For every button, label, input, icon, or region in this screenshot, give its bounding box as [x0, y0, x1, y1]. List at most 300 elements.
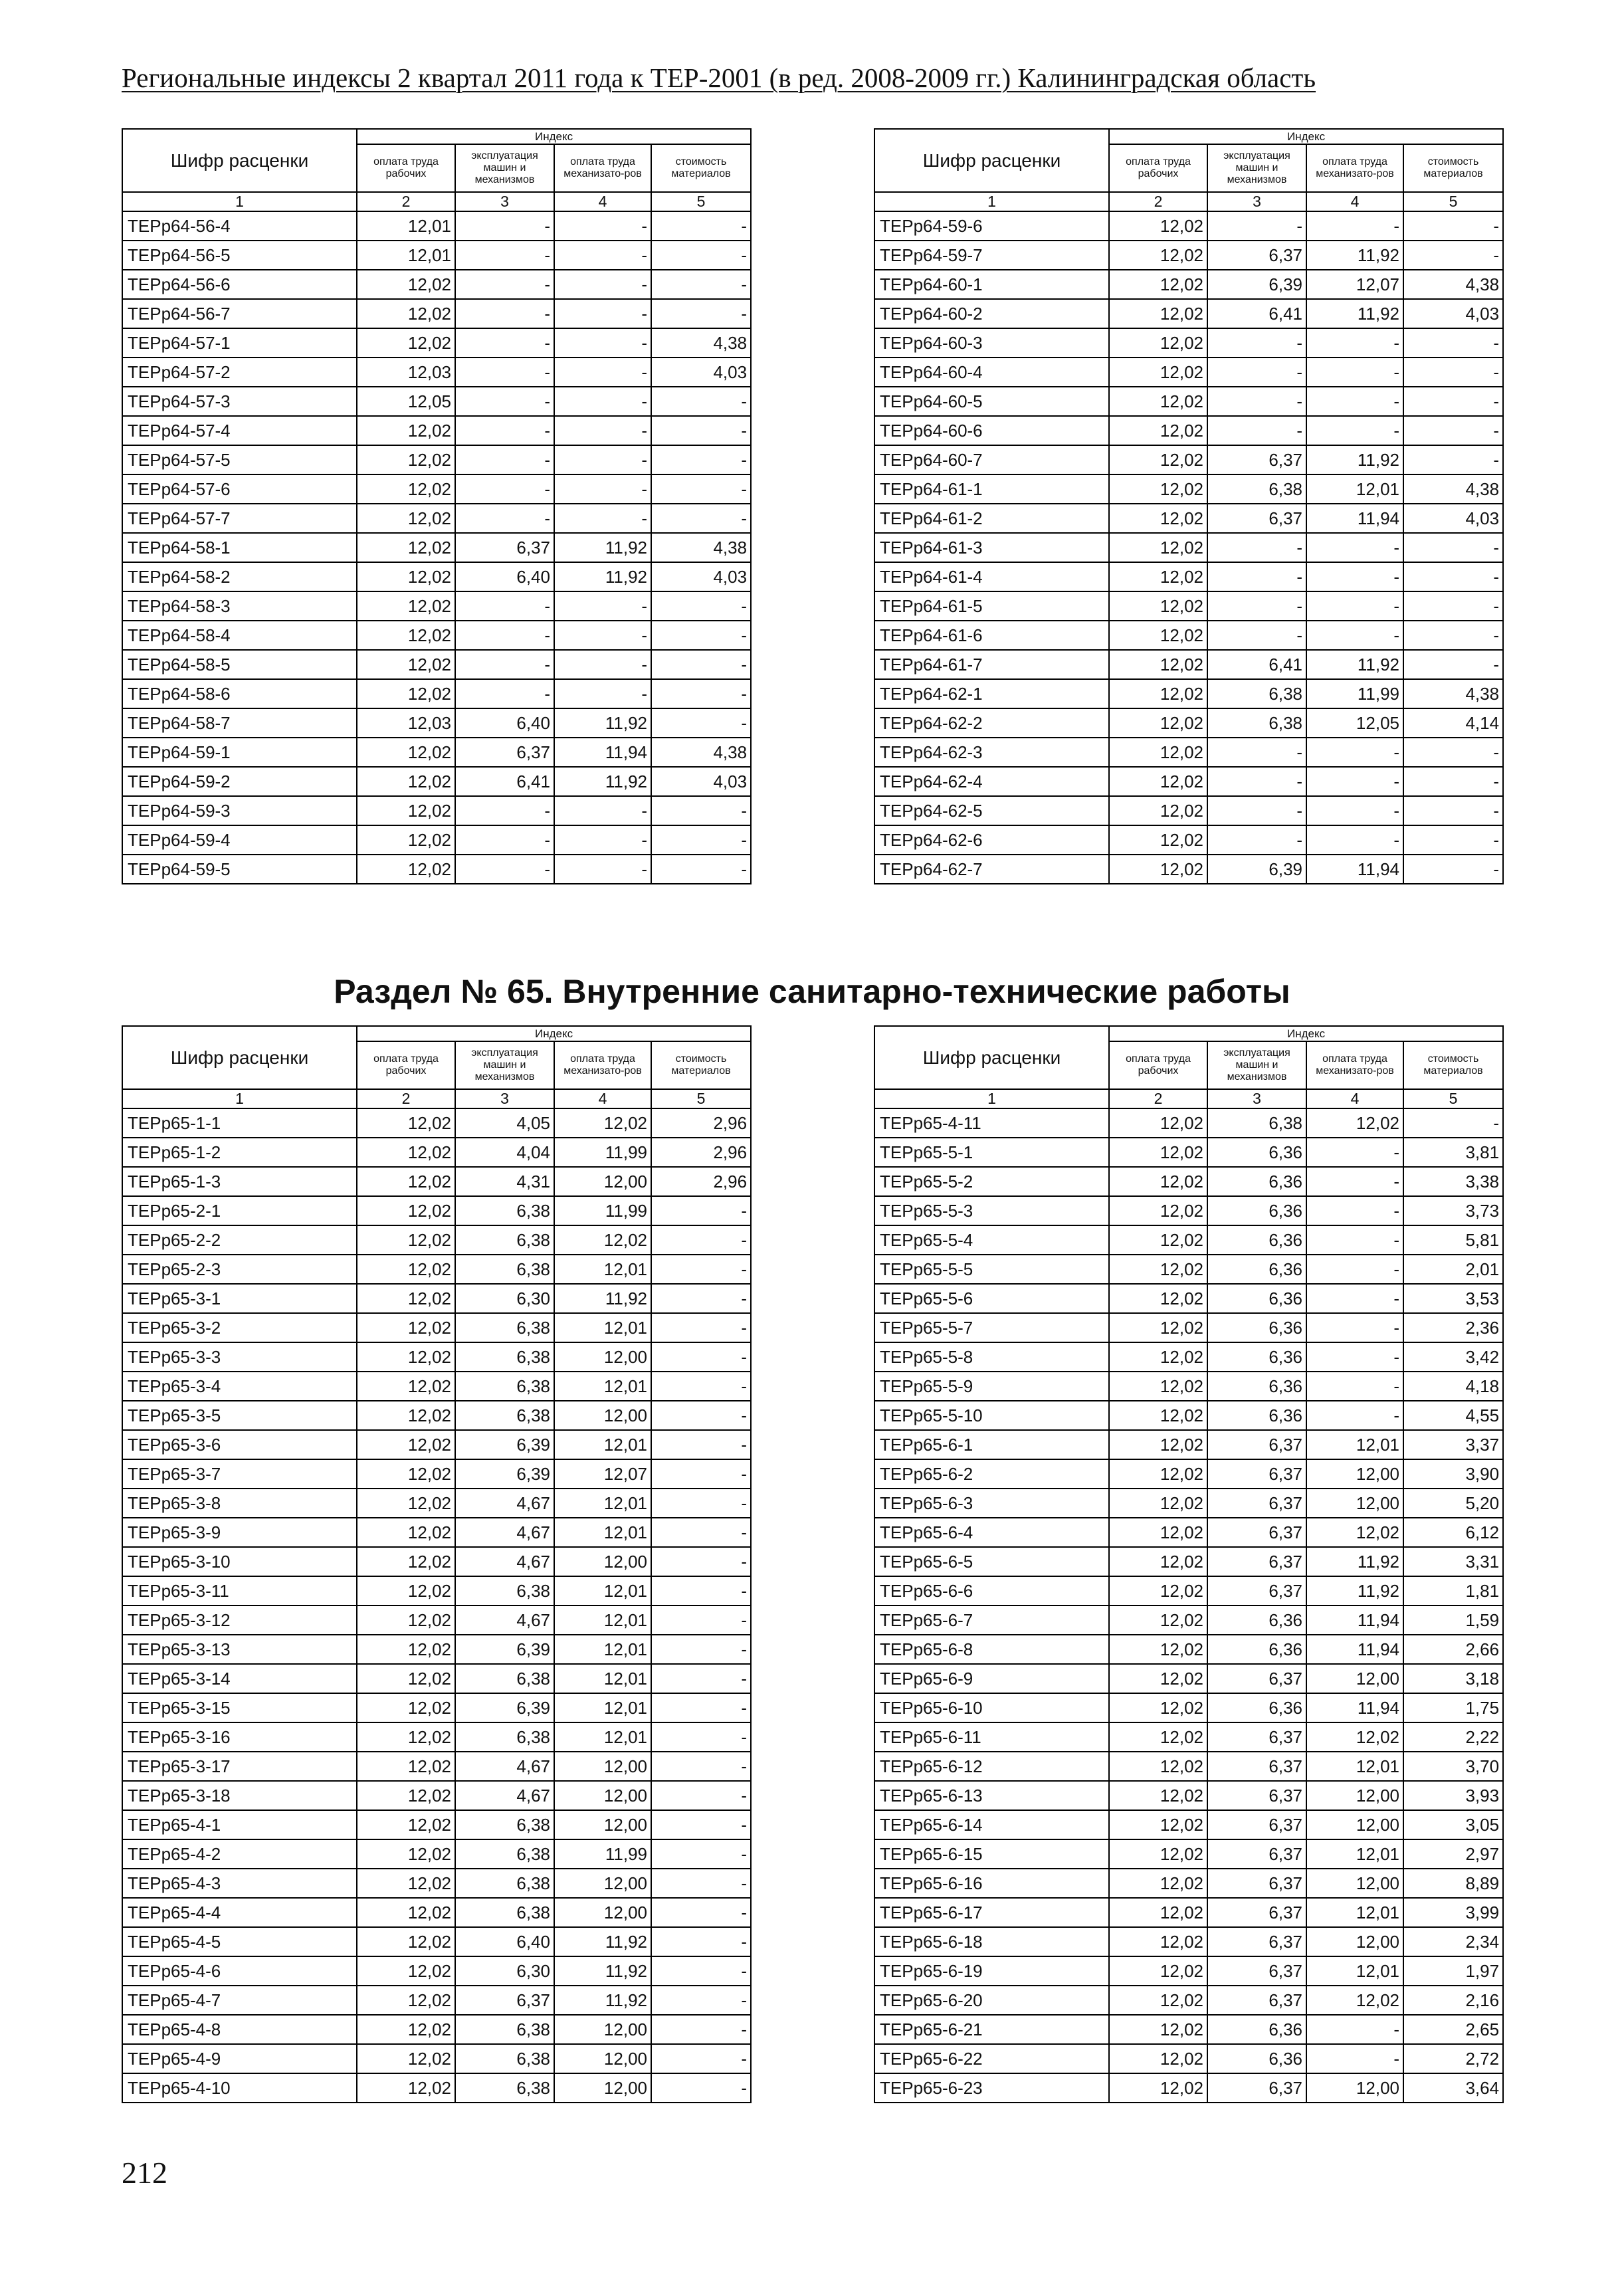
rate-code-cell: ТЕРр65-6-17 — [874, 1898, 1109, 1927]
wages-header: оплата труда рабочих — [1109, 144, 1207, 192]
index-value-cell: 4,31 — [455, 1167, 554, 1196]
rate-code-cell: ТЕРр65-5-2 — [874, 1167, 1109, 1196]
table-row — [874, 2073, 1503, 2103]
rate-code-cell: ТЕРр65-3-3 — [122, 1342, 357, 1372]
wages-header: оплата труда рабочих — [1109, 1041, 1207, 1089]
index-value-cell: - — [554, 241, 651, 270]
index-value-cell: - — [651, 1313, 751, 1342]
code-header: Шифр расценки — [122, 1026, 357, 1089]
index-value-cell: - — [651, 1898, 751, 1927]
index-value-cell: 3,99 — [1403, 1898, 1503, 1927]
index-value-cell: 11,94 — [1306, 1605, 1403, 1635]
index-value-cell: - — [651, 2044, 751, 2073]
index-value-cell: 12,07 — [1306, 270, 1403, 299]
index-value-cell: - — [1207, 591, 1306, 621]
index-value-cell: 6,38 — [1207, 1108, 1306, 1138]
table-row — [122, 1605, 751, 1635]
index-value-cell: - — [651, 650, 751, 679]
rate-code-cell: ТЕРр65-6-20 — [874, 1986, 1109, 2015]
index-value-cell: 6,30 — [455, 1956, 554, 1986]
index-value-cell: 11,92 — [554, 1284, 651, 1313]
column-number: 3 — [455, 192, 554, 211]
rate-code-cell: ТЕРр64-58-5 — [122, 650, 357, 679]
index-value-cell: 12,02 — [357, 445, 455, 474]
index-value-cell: - — [651, 211, 751, 241]
index-value-cell: - — [554, 796, 651, 825]
index-value-cell: 12,02 — [1109, 1810, 1207, 1839]
rate-code-cell: ТЕРр65-3-15 — [122, 1693, 357, 1722]
rate-code-cell: ТЕРр65-3-1 — [122, 1284, 357, 1313]
index-value-cell: 12,02 — [357, 738, 455, 767]
rate-code-cell: ТЕРр65-6-18 — [874, 1927, 1109, 1956]
index-value-cell: 12,02 — [1306, 1518, 1403, 1547]
index-value-cell: - — [1403, 1108, 1503, 1138]
rate-code-cell: ТЕРр65-6-5 — [874, 1547, 1109, 1576]
index-value-cell: 12,02 — [1109, 1605, 1207, 1635]
index-value-cell: 12,02 — [1109, 211, 1207, 241]
index-value-cell: - — [1306, 211, 1403, 241]
index-value-cell: 12,02 — [1109, 1108, 1207, 1138]
index-value-cell: - — [651, 591, 751, 621]
rate-code-cell: ТЕРр65-6-6 — [874, 1576, 1109, 1605]
index-value-cell: - — [1207, 387, 1306, 416]
index-value-cell: - — [651, 387, 751, 416]
index-value-cell: 3,05 — [1403, 1810, 1503, 1839]
table-row — [122, 2015, 751, 2044]
index-value-cell: - — [651, 679, 751, 708]
index-value-cell: 3,42 — [1403, 1342, 1503, 1372]
table-row — [874, 2044, 1503, 2073]
index-value-cell: - — [651, 855, 751, 884]
rate-code-cell: ТЕРр65-5-3 — [874, 1196, 1109, 1225]
rate-code-cell: ТЕРр64-56-5 — [122, 241, 357, 270]
rate-code-cell: ТЕРр64-61-7 — [874, 650, 1109, 679]
column-number: 5 — [651, 192, 751, 211]
index-value-cell: 12,00 — [554, 2044, 651, 2073]
index-value-cell: 4,38 — [1403, 679, 1503, 708]
table-row — [122, 1138, 751, 1167]
index-value-cell: 12,00 — [554, 1869, 651, 1898]
index-value-cell: 12,02 — [1109, 767, 1207, 796]
table-row — [122, 2073, 751, 2103]
rate-code-cell: ТЕРр65-2-3 — [122, 1255, 357, 1284]
table-row — [874, 650, 1503, 679]
index-value-cell: 12,00 — [554, 1898, 651, 1927]
index-value-cell: 11,99 — [554, 1138, 651, 1167]
index-value-cell: 12,01 — [357, 211, 455, 241]
index-value-cell: 12,02 — [1306, 1722, 1403, 1752]
index-value-cell: 11,94 — [1306, 855, 1403, 884]
index-value-cell: 12,02 — [1109, 621, 1207, 650]
rate-code-cell: ТЕРр65-5-6 — [874, 1284, 1109, 1313]
index-value-cell: 6,39 — [455, 1635, 554, 1664]
index-value-cell: 6,41 — [455, 767, 554, 796]
index-value-cell: 12,00 — [1306, 1781, 1403, 1810]
rate-code-cell: ТЕРр64-62-4 — [874, 767, 1109, 796]
index-value-cell: 12,02 — [1109, 1752, 1207, 1781]
index-value-cell: 4,67 — [455, 1605, 554, 1635]
index-value-cell: - — [651, 1986, 751, 2015]
page-number: 212 — [122, 2156, 167, 2190]
index-value-cell: 2,22 — [1403, 1722, 1503, 1752]
column-number-row — [122, 192, 751, 211]
index-value-cell: - — [651, 1722, 751, 1752]
index-value-cell: - — [455, 358, 554, 387]
index-value-cell: 6,39 — [455, 1693, 554, 1722]
index-value-cell: - — [1403, 621, 1503, 650]
table-row — [874, 825, 1503, 855]
index-value-cell: 12,02 — [357, 1956, 455, 1986]
index-value-cell: 4,03 — [1403, 299, 1503, 328]
table-row — [874, 1459, 1503, 1489]
index-value-cell: 12,02 — [1109, 1196, 1207, 1225]
index-value-cell: 6,12 — [1403, 1518, 1503, 1547]
index-value-cell: - — [455, 855, 554, 884]
index-value-cell: 12,02 — [1109, 1138, 1207, 1167]
table-row — [122, 1898, 751, 1927]
table-row — [122, 1313, 751, 1342]
table-row — [122, 445, 751, 474]
index-value-cell: 6,37 — [1207, 1810, 1306, 1839]
index-value-cell: 12,02 — [357, 328, 455, 358]
rate-code-cell: ТЕРр64-57-6 — [122, 474, 357, 504]
index-value-cell: - — [651, 1635, 751, 1664]
index-value-cell: 11,94 — [1306, 1693, 1403, 1722]
index-value-cell: 12,02 — [357, 1196, 455, 1225]
index-value-cell: - — [1306, 825, 1403, 855]
index-value-cell: 12,02 — [1109, 1313, 1207, 1342]
index-value-cell: - — [651, 1547, 751, 1576]
index-value-cell: 12,01 — [1306, 1956, 1403, 1986]
index-value-cell: 12,02 — [357, 1167, 455, 1196]
rate-code-cell: ТЕРр64-58-4 — [122, 621, 357, 650]
index-value-cell: 12,02 — [1109, 358, 1207, 387]
index-value-cell: 4,03 — [651, 562, 751, 591]
rate-code-cell: ТЕРр65-6-23 — [874, 2073, 1109, 2103]
index-value-cell: - — [651, 1372, 751, 1401]
rate-code-cell: ТЕРр65-1-1 — [122, 1108, 357, 1138]
index-value-cell: 6,38 — [1207, 679, 1306, 708]
index-value-cell: 12,02 — [1109, 1167, 1207, 1196]
column-number: 3 — [455, 1089, 554, 1108]
index-value-cell: - — [1403, 591, 1503, 621]
index-value-cell: 12,02 — [1109, 1664, 1207, 1693]
index-value-cell: 12,01 — [554, 1635, 651, 1664]
index-value-cell: 6,37 — [1207, 1576, 1306, 1605]
index-value-cell: 12,02 — [357, 1401, 455, 1430]
column-number: 4 — [554, 192, 651, 211]
index-value-cell: 12,02 — [357, 1459, 455, 1489]
index-value-cell: 6,38 — [1207, 708, 1306, 738]
index-value-cell: 12,01 — [554, 1313, 651, 1342]
index-value-cell: - — [455, 474, 554, 504]
rate-code-cell: ТЕРр65-6-1 — [874, 1430, 1109, 1459]
table-row — [874, 1430, 1503, 1459]
table-row — [122, 1576, 751, 1605]
index-table-4 — [874, 1025, 1504, 2103]
index-value-cell: 6,40 — [455, 1927, 554, 1956]
index-value-cell: 12,02 — [1109, 796, 1207, 825]
index-value-cell: 1,59 — [1403, 1605, 1503, 1635]
table-row — [874, 1138, 1503, 1167]
index-value-cell: - — [1403, 445, 1503, 474]
index-value-cell: 12,01 — [554, 1576, 651, 1605]
rate-code-cell: ТЕРр64-57-1 — [122, 328, 357, 358]
rate-code-cell: ТЕРр64-59-7 — [874, 241, 1109, 270]
index-value-cell: 12,01 — [1306, 1430, 1403, 1459]
rate-code-cell: ТЕРр64-60-3 — [874, 328, 1109, 358]
index-value-cell: 2,66 — [1403, 1635, 1503, 1664]
index-value-cell: - — [1207, 211, 1306, 241]
table-row — [874, 1693, 1503, 1722]
rate-code-cell: ТЕРр64-60-1 — [874, 270, 1109, 299]
index-value-cell: 3,81 — [1403, 1138, 1503, 1167]
index-value-cell: - — [554, 504, 651, 533]
table-row — [874, 1664, 1503, 1693]
column-number: 2 — [357, 192, 455, 211]
index-value-cell: - — [651, 241, 751, 270]
index-value-cell: 4,67 — [455, 1547, 554, 1576]
rate-code-cell: ТЕРр65-6-11 — [874, 1722, 1109, 1752]
index-value-cell: - — [455, 591, 554, 621]
index-value-cell: 12,00 — [1306, 1869, 1403, 1898]
index-value-cell: 6,37 — [1207, 1489, 1306, 1518]
index-value-cell: 12,02 — [1109, 1225, 1207, 1255]
index-value-cell: 12,02 — [357, 1225, 455, 1255]
index-value-cell: 4,14 — [1403, 708, 1503, 738]
code-header: Шифр расценки — [874, 1026, 1109, 1089]
index-value-cell: 6,38 — [455, 1196, 554, 1225]
column-number-row — [122, 1089, 751, 1108]
rate-code-cell: ТЕРр65-5-7 — [874, 1313, 1109, 1342]
table-row — [874, 1927, 1503, 1956]
header-row — [874, 1026, 1503, 1041]
rate-code-cell: ТЕРр64-61-4 — [874, 562, 1109, 591]
column-number: 3 — [1207, 1089, 1306, 1108]
rate-code-cell: ТЕРр65-6-7 — [874, 1605, 1109, 1635]
index-value-cell: 12,02 — [1109, 445, 1207, 474]
rate-code-cell: ТЕРр65-2-1 — [122, 1196, 357, 1225]
index-value-cell: 12,02 — [1109, 1986, 1207, 2015]
index-value-cell: 12,02 — [1109, 387, 1207, 416]
index-value-cell: - — [651, 1927, 751, 1956]
index-value-cell: 12,02 — [1109, 2015, 1207, 2044]
index-value-cell: 12,02 — [357, 416, 455, 445]
table-row — [874, 1255, 1503, 1284]
rate-code-cell: ТЕРр65-6-3 — [874, 1489, 1109, 1518]
index-value-cell: - — [1306, 1372, 1403, 1401]
rate-code-cell: ТЕРр65-5-4 — [874, 1225, 1109, 1255]
table-row — [874, 562, 1503, 591]
index-value-cell: 6,36 — [1207, 1342, 1306, 1372]
index-value-cell: - — [651, 1956, 751, 1986]
table-row — [122, 1167, 751, 1196]
index-value-cell: 12,00 — [1306, 1664, 1403, 1693]
index-value-cell: 11,94 — [1306, 504, 1403, 533]
rate-code-cell: ТЕРр65-3-9 — [122, 1518, 357, 1547]
index-value-cell: - — [554, 474, 651, 504]
index-value-cell: - — [554, 416, 651, 445]
rate-code-cell: ТЕРр64-59-1 — [122, 738, 357, 767]
index-value-cell: 12,01 — [1306, 1752, 1403, 1781]
index-value-cell: 5,20 — [1403, 1489, 1503, 1518]
header-row — [874, 129, 1503, 144]
index-value-cell: - — [1306, 358, 1403, 387]
index-value-cell: 2,01 — [1403, 1255, 1503, 1284]
rate-code-cell: ТЕРр65-3-4 — [122, 1372, 357, 1401]
index-value-cell: - — [554, 445, 651, 474]
index-value-cell: - — [554, 211, 651, 241]
index-value-cell: 12,02 — [357, 1693, 455, 1722]
rate-code-cell: ТЕРр65-6-2 — [874, 1459, 1109, 1489]
operators-wages-header: оплата труда механизато-ров — [1306, 144, 1403, 192]
index-value-cell: - — [651, 1430, 751, 1459]
rate-code-cell: ТЕРр65-4-10 — [122, 2073, 357, 2103]
index-value-cell: 4,67 — [455, 1489, 554, 1518]
table-row — [122, 1225, 751, 1255]
header-row — [122, 1026, 751, 1041]
index-value-cell: 4,03 — [651, 767, 751, 796]
table-row — [874, 358, 1503, 387]
index-value-cell: 1,97 — [1403, 1956, 1503, 1986]
index-value-cell: - — [651, 1839, 751, 1869]
table-row — [122, 1986, 751, 2015]
index-value-cell: 11,92 — [1306, 1547, 1403, 1576]
index-value-cell: 12,00 — [554, 1752, 651, 1781]
index-value-cell: 12,02 — [357, 504, 455, 533]
index-value-cell: 12,01 — [554, 1518, 651, 1547]
table-row — [122, 1430, 751, 1459]
column-number-row — [874, 192, 1503, 211]
index-value-cell: 6,37 — [1207, 1956, 1306, 1986]
index-value-cell: - — [1207, 562, 1306, 591]
index-value-cell: - — [1306, 416, 1403, 445]
index-value-cell: 12,02 — [357, 2044, 455, 2073]
rate-code-cell: ТЕРр65-4-6 — [122, 1956, 357, 1986]
index-value-cell: 6,36 — [1207, 1401, 1306, 1430]
index-value-cell: 12,02 — [357, 270, 455, 299]
rate-code-cell: ТЕРр64-58-2 — [122, 562, 357, 591]
index-value-cell: 12,03 — [357, 358, 455, 387]
materials-header: стоимость материалов — [1403, 144, 1503, 192]
index-value-cell: 12,02 — [1109, 1342, 1207, 1372]
table-row — [874, 474, 1503, 504]
table-row — [874, 1313, 1503, 1342]
index-value-cell: - — [651, 1518, 751, 1547]
index-value-cell: 11,92 — [1306, 299, 1403, 328]
rate-code-cell: ТЕРр64-62-1 — [874, 679, 1109, 708]
table-row — [122, 270, 751, 299]
index-value-cell: - — [1306, 621, 1403, 650]
index-value-cell: 6,39 — [455, 1430, 554, 1459]
column-number: 1 — [122, 192, 357, 211]
table-row — [122, 708, 751, 738]
index-value-cell: 12,02 — [357, 1489, 455, 1518]
index-value-cell: 4,38 — [651, 738, 751, 767]
index-value-cell: 2,96 — [651, 1108, 751, 1138]
index-value-cell: 3,31 — [1403, 1547, 1503, 1576]
table-row — [874, 1752, 1503, 1781]
index-value-cell: - — [651, 445, 751, 474]
rate-code-cell: ТЕРр65-4-8 — [122, 2015, 357, 2044]
index-value-cell: - — [1306, 1401, 1403, 1430]
rate-code-cell: ТЕРр64-60-6 — [874, 416, 1109, 445]
wages-header: оплата труда рабочих — [357, 144, 455, 192]
rate-code-cell: ТЕРр64-57-5 — [122, 445, 357, 474]
table-row — [874, 738, 1503, 767]
table-row — [122, 562, 751, 591]
index-value-cell: 12,01 — [554, 1664, 651, 1693]
index-value-cell: 12,05 — [357, 387, 455, 416]
index-value-cell: - — [1306, 1196, 1403, 1225]
table-row — [874, 1576, 1503, 1605]
index-value-cell: - — [651, 1693, 751, 1722]
rate-code-cell: ТЕРр65-6-16 — [874, 1869, 1109, 1898]
table-row — [122, 796, 751, 825]
column-number: 4 — [1306, 192, 1403, 211]
rate-code-cell: ТЕРр64-59-4 — [122, 825, 357, 855]
index-value-cell: - — [455, 445, 554, 474]
table-row — [122, 211, 751, 241]
table-row — [874, 1196, 1503, 1225]
index-value-cell: - — [1403, 855, 1503, 884]
index-value-cell: - — [1207, 738, 1306, 767]
table-row — [874, 445, 1503, 474]
table-row — [874, 2015, 1503, 2044]
column-number: 1 — [874, 192, 1109, 211]
rate-code-cell: ТЕРр65-5-9 — [874, 1372, 1109, 1401]
index-value-cell: 11,92 — [1306, 1576, 1403, 1605]
index-value-cell: 12,02 — [357, 1722, 455, 1752]
section-title: Раздел № 65. Внутренние санитарно-технические работы — [334, 973, 1290, 1010]
index-value-cell: - — [1207, 328, 1306, 358]
index-value-cell: 4,18 — [1403, 1372, 1503, 1401]
index-value-cell: 12,03 — [357, 708, 455, 738]
table-row — [122, 679, 751, 708]
index-value-cell: 6,38 — [455, 1401, 554, 1430]
index-value-cell: 4,38 — [1403, 474, 1503, 504]
index-value-cell: 12,01 — [1306, 1839, 1403, 1869]
index-value-cell: 12,02 — [357, 1108, 455, 1138]
index-value-cell: - — [1403, 796, 1503, 825]
index-value-cell: - — [1306, 1138, 1403, 1167]
index-value-cell: 6,36 — [1207, 1372, 1306, 1401]
rate-code-cell: ТЕРр65-4-11 — [874, 1108, 1109, 1138]
index-value-cell: 1,75 — [1403, 1693, 1503, 1722]
table-row — [874, 328, 1503, 358]
rate-code-cell: ТЕРр65-6-13 — [874, 1781, 1109, 1810]
index-value-cell: - — [455, 299, 554, 328]
index-value-cell: 6,37 — [1207, 1898, 1306, 1927]
rate-code-cell: ТЕРр64-57-2 — [122, 358, 357, 387]
index-value-cell: 12,02 — [1109, 1459, 1207, 1489]
index-value-cell: 11,92 — [554, 767, 651, 796]
rate-code-cell: ТЕРр65-6-15 — [874, 1839, 1109, 1869]
index-value-cell: - — [651, 1196, 751, 1225]
index-value-cell: - — [651, 796, 751, 825]
index-value-cell: 12,02 — [1109, 416, 1207, 445]
rate-code-cell: ТЕРр65-4-7 — [122, 1986, 357, 2015]
column-number: 5 — [1403, 192, 1503, 211]
index-value-cell: 12,02 — [1109, 1869, 1207, 1898]
index-value-cell: - — [651, 416, 751, 445]
rate-code-cell: ТЕРр64-62-2 — [874, 708, 1109, 738]
index-value-cell: 12,01 — [357, 241, 455, 270]
index-value-cell: - — [554, 621, 651, 650]
rate-code-cell: ТЕРр65-3-8 — [122, 1489, 357, 1518]
table-row — [874, 270, 1503, 299]
table-row — [874, 1284, 1503, 1313]
